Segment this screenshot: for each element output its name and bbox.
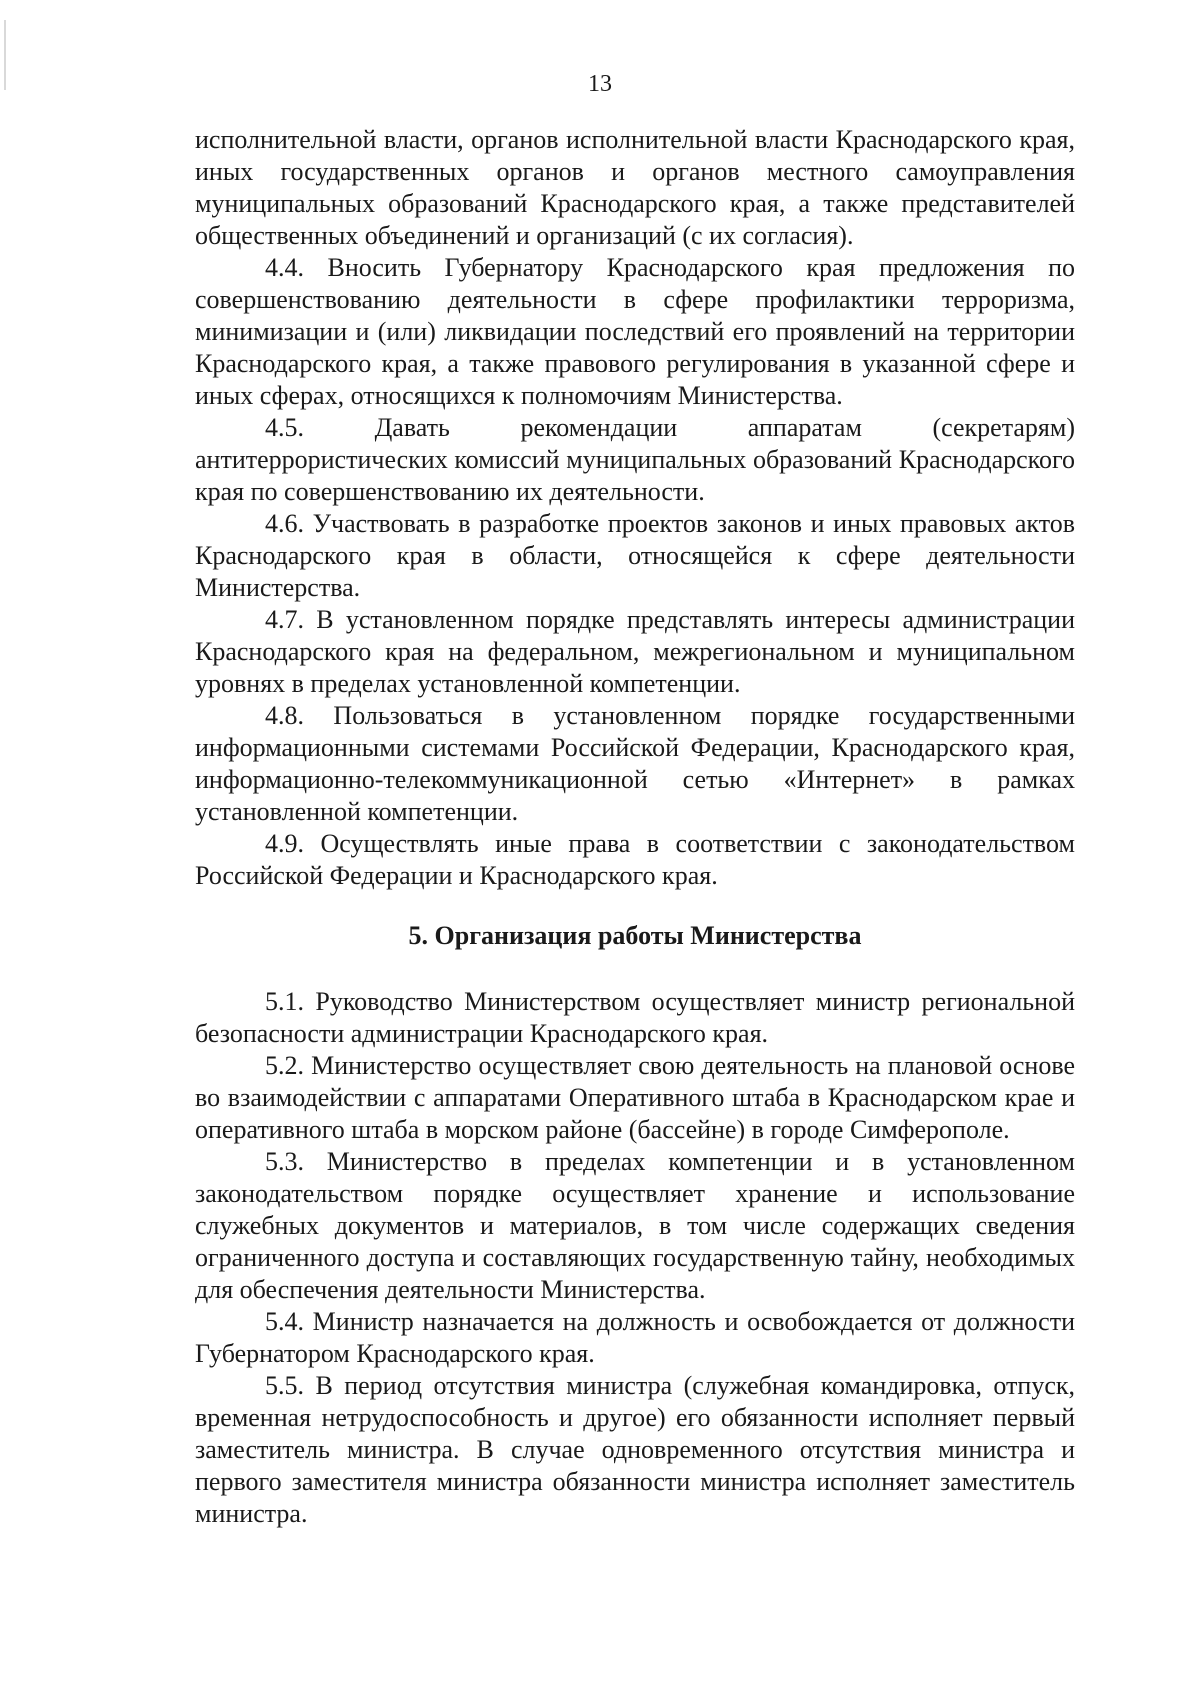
- paragraph-4-5: 4.5. Давать рекомендации аппаратам (секретарям) антитеррористических комиссий муниципальных образований Краснодарского края по совершенствованию их деятельности.: [195, 413, 1075, 506]
- paragraph-4-8: 4.8. Пользоваться в установленном порядке государственными информационными системами Российской Федерации, Краснодарского края, информационно-телекоммуникационной сетью «Интернет» в рамках установленной компетенции.: [195, 701, 1075, 826]
- paragraph-4-4: 4.4. Вносить Губернатору Краснодарского края предложения по совершенствованию деятельности в сфере профилактики терроризма, минимизации и (или) ликвидации последствий его проявлений на территории Краснодарского края, а также правового регулирования в указанной сфере и иных сферах, относящихся к полномочиям Министерства.: [195, 253, 1075, 410]
- document-body: [195, 124, 1075, 1530]
- paragraph-4-7: 4.7. В установленном порядке представлять интересы администрации Краснодарского края на федеральном, межрегиональном и муниципальном уровнях в пределах установленной компетенции.: [195, 605, 1075, 698]
- paragraph-4-6: 4.6. Участвовать в разработке проектов законов и иных правовых актов Краснодарского края в области, относящейся к сфере деятельности Министерства.: [195, 509, 1075, 602]
- paragraph-5-3: 5.3. Министерство в пределах компетенции и в установленном законодательством порядке осуществляет хранение и использование служебных документов и материалов, в том числе содержащих сведения ограниченного доступа и составляющих государственную тайну, необходимых для обеспечения деятельности Министерства.: [195, 1147, 1075, 1304]
- paragraph-5-1: 5.1. Руководство Министерством осуществляет министр региональной безопасности администрации Краснодарского края.: [195, 987, 1075, 1048]
- paragraph-5-5: 5.5. В период отсутствия министра (служебная командировка, отпуск, временная нетрудоспособность и другое) его обязанности исполняет первый заместитель министра. В случае одновременного отсутствия министра и первого заместителя министра обязанности министра исполняет заместитель министра.: [195, 1371, 1075, 1528]
- paragraph-4-3-continuation: исполнительной власти, органов исполнительной власти Краснодарского края, иных государственных органов и органов местного самоуправления муниципальных образований Краснодарского края, а также представителей общественных объединений и организаций (с их согласия).: [195, 125, 1075, 250]
- page-number: 13: [588, 71, 612, 97]
- section-5-heading: 5. Организация работы Министерства: [408, 921, 862, 950]
- paragraph-4-9: 4.9. Осуществлять иные права в соответствии с законодательством Российской Федерации и Краснодарского края.: [195, 829, 1075, 890]
- paragraph-5-2: 5.2. Министерство осуществляет свою деятельность на плановой основе во взаимодействии с аппаратами Оперативного штаба в Краснодарском крае и оперативного штаба в морском районе (бассейне) в городе Симферополе.: [195, 1051, 1075, 1144]
- paragraph-5-4: 5.4. Министр назначается на должность и освобождается от должности Губернатором Краснодарского края.: [195, 1307, 1075, 1368]
